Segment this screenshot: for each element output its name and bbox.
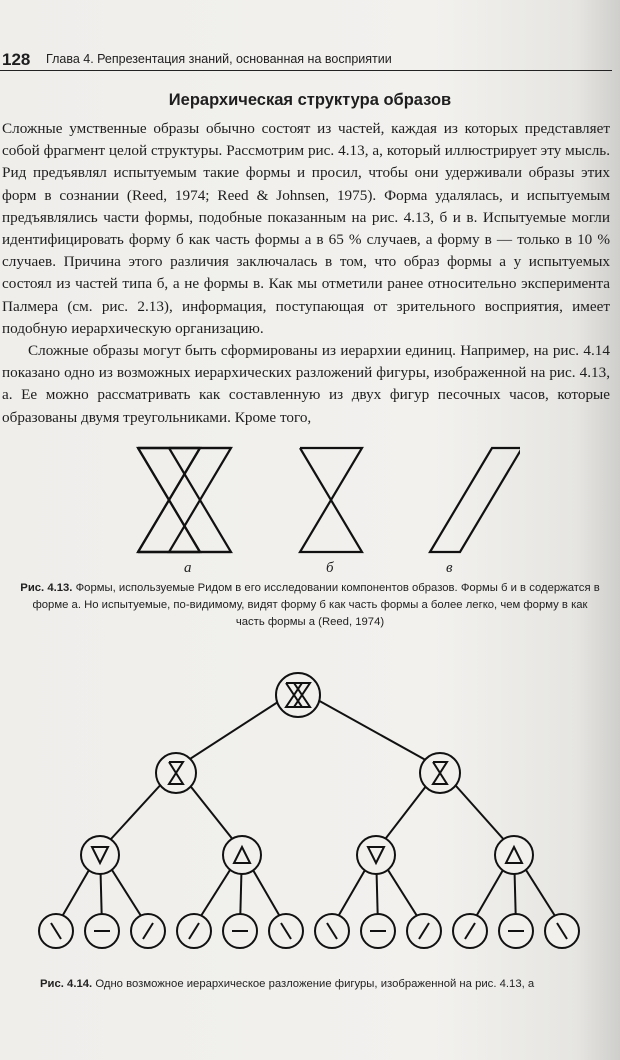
shape-a xyxy=(138,448,231,552)
hourglass-node-right xyxy=(420,753,460,793)
figure-4-14-caption-label: Рис. 4.14. xyxy=(40,978,93,990)
shape-a-label: а xyxy=(184,560,192,576)
figure-4-14-caption-text: Одно возможное иерархическое разложение фигуры, изображенной на рис. 4.13, а xyxy=(95,978,535,990)
hourglass-node-left xyxy=(156,753,196,793)
paragraph-2: Сложные образы могут быть сформированы из иерархии единиц. Например, на рис. 4.14 показано одно из возможных иерархических разложений фигуры, изображенной на рис. 4.13, а. Ее можно рассматривать как составленную из двух фигур песочных часов, которые образованы двумя треугольниками. Кроме того, xyxy=(2,342,610,426)
shape-b-label: б xyxy=(326,560,334,576)
figure-4-13-caption-text: Формы, используемые Ридом в его исследовании компонентов образов. Формы б и в содержатся в форме а. Но испытуемые, по-видимому, видят форму б как часть формы а более легко, чем форму в как часть формы а (Reed, 1974) xyxy=(32,582,600,628)
shape-v xyxy=(430,448,520,552)
tree-edges xyxy=(56,689,562,927)
root-node xyxy=(276,673,320,717)
figure-4-14-caption xyxy=(40,976,600,993)
figure-4-13 xyxy=(100,440,520,580)
triangle-down-node-1 xyxy=(81,836,119,874)
triangle-up-node-2 xyxy=(495,836,533,874)
shape-b xyxy=(300,448,362,552)
running-head: Глава 4. Репрезентация знаний, основанная на восприятии xyxy=(46,52,392,66)
shape-v-label: в xyxy=(446,560,453,576)
section-title: Иерархическая структура образов xyxy=(168,91,452,109)
leaf-nodes xyxy=(39,914,579,948)
triangle-down-node-2 xyxy=(357,836,395,874)
figure-4-13-caption xyxy=(20,580,600,631)
page-header xyxy=(0,44,612,71)
paragraph-1: Сложные умственные образы обычно состоят из частей, каждая из которых представляет собой фрагмент целой структуры. Рассмотрим рис. 4.13, а, который иллюстрирует эту мысль. Рид предъявлял испытуемым такие формы и просил, чтобы они удерживали образы этих форм в сознании (Reed, 1974; Reed & Johnsen, 1975). Форма удалялась, и испытуемым предъявлялись части формы, подобные показанным на рис. 4.13, б и в. Испытуемые могли идентифицировать форму б как часть формы а в 65 % случаев, а форму в — только в 10 % случаев. Причина этого различия заключалась в том, что образ формы а у испытуемых состоял из частей типа б, а не формы в. Как мы отметили ранее относительно эксперимента Палмера (см. рис. 2.13), информация, поступающая от зрительного восприятия, имеет подобную иерархическую организацию. xyxy=(2,120,610,337)
figure-4-14 xyxy=(30,665,590,975)
triangle-up-node-1 xyxy=(223,836,261,874)
figure-4-13-caption-label: Рис. 4.13. xyxy=(20,582,73,594)
page-number: 128 xyxy=(2,50,31,69)
